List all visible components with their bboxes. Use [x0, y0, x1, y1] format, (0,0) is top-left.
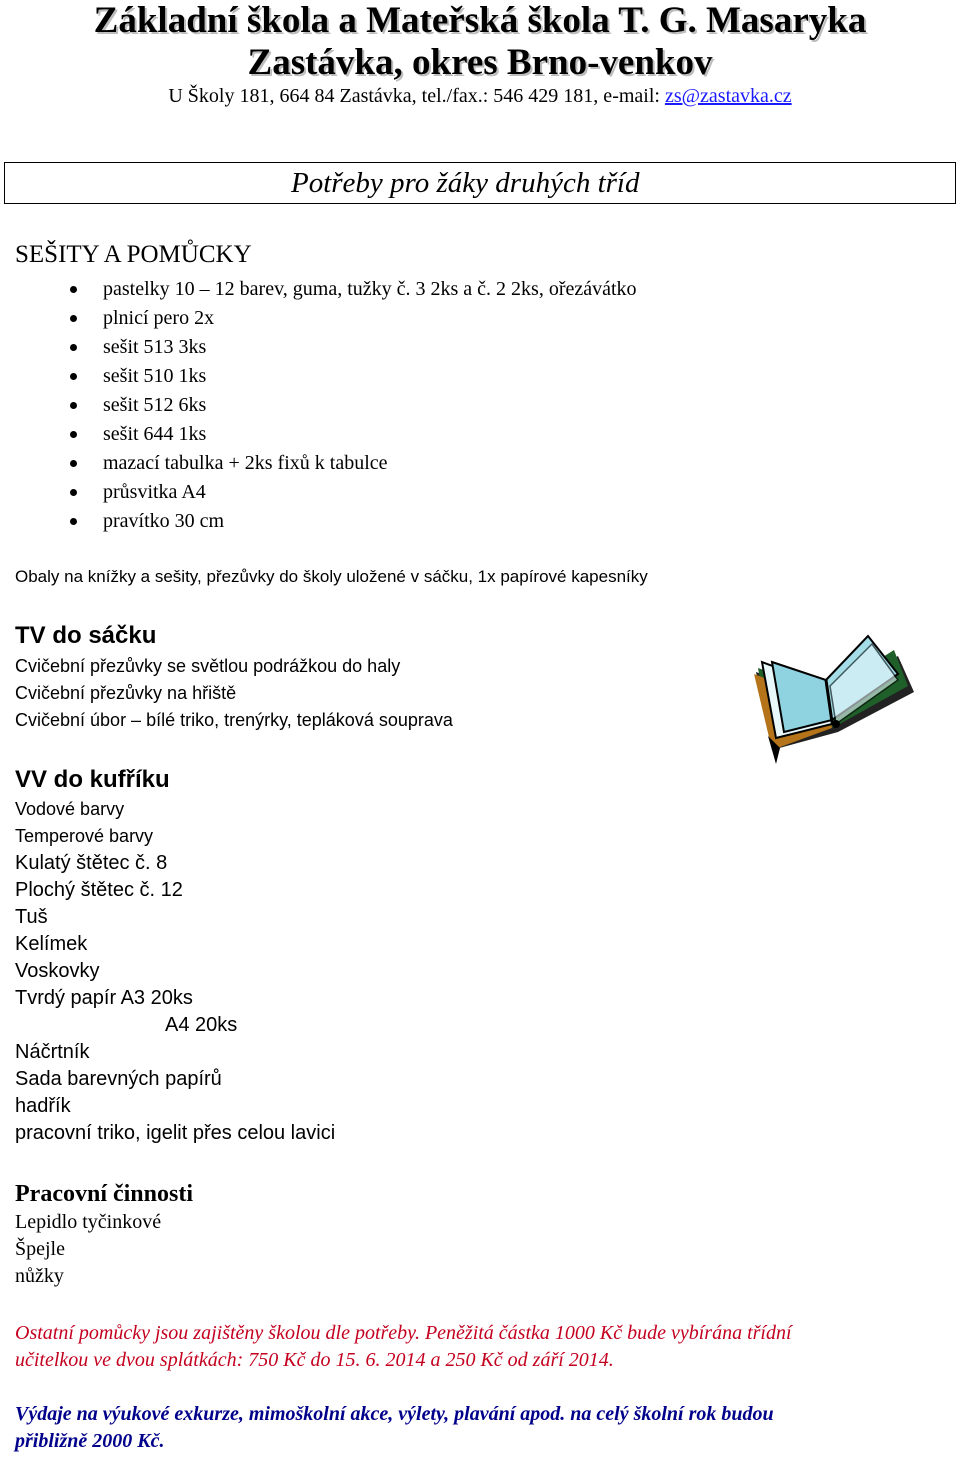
list-item: Sada barevných papírů — [15, 1068, 222, 1090]
section-heading-supplies: SEŠITY A POMŮCKY — [15, 241, 252, 268]
list-item: A4 20ks — [165, 1014, 238, 1036]
list-item: Kulatý štětec č. 8 — [15, 852, 168, 874]
list-item: sešit 644 1ks — [0, 420, 637, 449]
expenses-note-line2: přibližně 2000 Kč. — [15, 1430, 165, 1452]
tv-list — [15, 653, 453, 734]
supplies-list — [0, 275, 637, 536]
list-item: pastelky 10 – 12 barev, guma, tužky č. 3 2ks a č. 2 2ks, ořezávátko — [0, 275, 637, 304]
document-title-box — [4, 162, 956, 204]
list-item: Cvičební přezůvky na hřiště — [15, 683, 237, 703]
list-item: Cvičební přezůvky se světlou podrážkou do haly — [15, 656, 401, 676]
list-item: pravítko 30 cm — [0, 507, 637, 536]
open-book-icon — [748, 628, 918, 764]
list-item: průsvitka A4 — [0, 478, 637, 507]
list-item: Špejle — [15, 1238, 65, 1260]
list-item: sešit 510 1ks — [0, 362, 637, 391]
school-address — [0, 85, 960, 108]
list-item: Cvičební úbor – bílé triko, trenýrky, tepláková souprava — [15, 710, 453, 730]
section-heading-pc: Pracovní činnosti — [15, 1181, 193, 1207]
list-item: Plochý štětec č. 12 — [15, 879, 183, 901]
school-name-line1: Základní škola a Mateřská škola T. G. Masaryka — [93, 0, 867, 41]
list-item: pracovní triko, igelit přes celou lavici — [15, 1122, 336, 1144]
list-item: Tvrdý papír A3 20ks — [15, 987, 193, 1009]
school-name-line2: Zastávka, okres Brno-venkov — [247, 42, 713, 83]
list-item: Vodové barvy — [15, 799, 125, 819]
list-item: Náčrtník — [15, 1041, 90, 1063]
list-item: mazací tabulka + 2ks fixů k tabulce — [0, 449, 637, 478]
payment-note-line1: Ostatní pomůcky jsou zajištěny školou dle potřeby. Peněžitá částka 1000 Kč bude vybírána třídní — [15, 1322, 792, 1344]
email-link[interactable]: zs@zastavka.cz — [664, 85, 792, 107]
list-item: nůžky — [15, 1265, 64, 1287]
list-item: Tuš — [15, 906, 48, 928]
list-item: hadřík — [15, 1095, 71, 1117]
list-item: sešit 513 3ks — [0, 333, 637, 362]
list-item: Temperové barvy — [15, 826, 154, 846]
list-item: Kelímek — [15, 933, 88, 955]
expenses-note-line1: Výdaje na výukové exkurze, mimoškolní akce, výlety, plavání apod. na celý školní rok budou — [15, 1403, 774, 1425]
covers-note: Obaly na knížky a sešity, přezůvky do školy uložené v sáčku, 1x papírové kapesníky — [15, 567, 648, 586]
list-item: sešit 512 6ks — [0, 391, 637, 420]
list-item: plnicí pero 2x — [0, 304, 637, 333]
address-text: U Školy 181, 664 84 Zastávka, tel./fax.: 546 429 181, e-mail: — [168, 85, 665, 107]
payment-note-line2: učitelkou ve dvou splátkách: 750 Kč do 15. 6. 2014 a 250 Kč od září 2014. — [15, 1349, 614, 1371]
list-item: Lepidlo tyčinkové — [15, 1211, 162, 1233]
vv-list — [15, 796, 335, 1147]
pc-list — [15, 1209, 161, 1290]
document-title: Potřeby pro žáky druhých tříd — [291, 167, 640, 199]
section-heading-tv: TV do sáčku — [15, 622, 157, 649]
section-heading-vv: VV do kufříku — [15, 766, 170, 793]
list-item: Voskovky — [15, 960, 100, 982]
